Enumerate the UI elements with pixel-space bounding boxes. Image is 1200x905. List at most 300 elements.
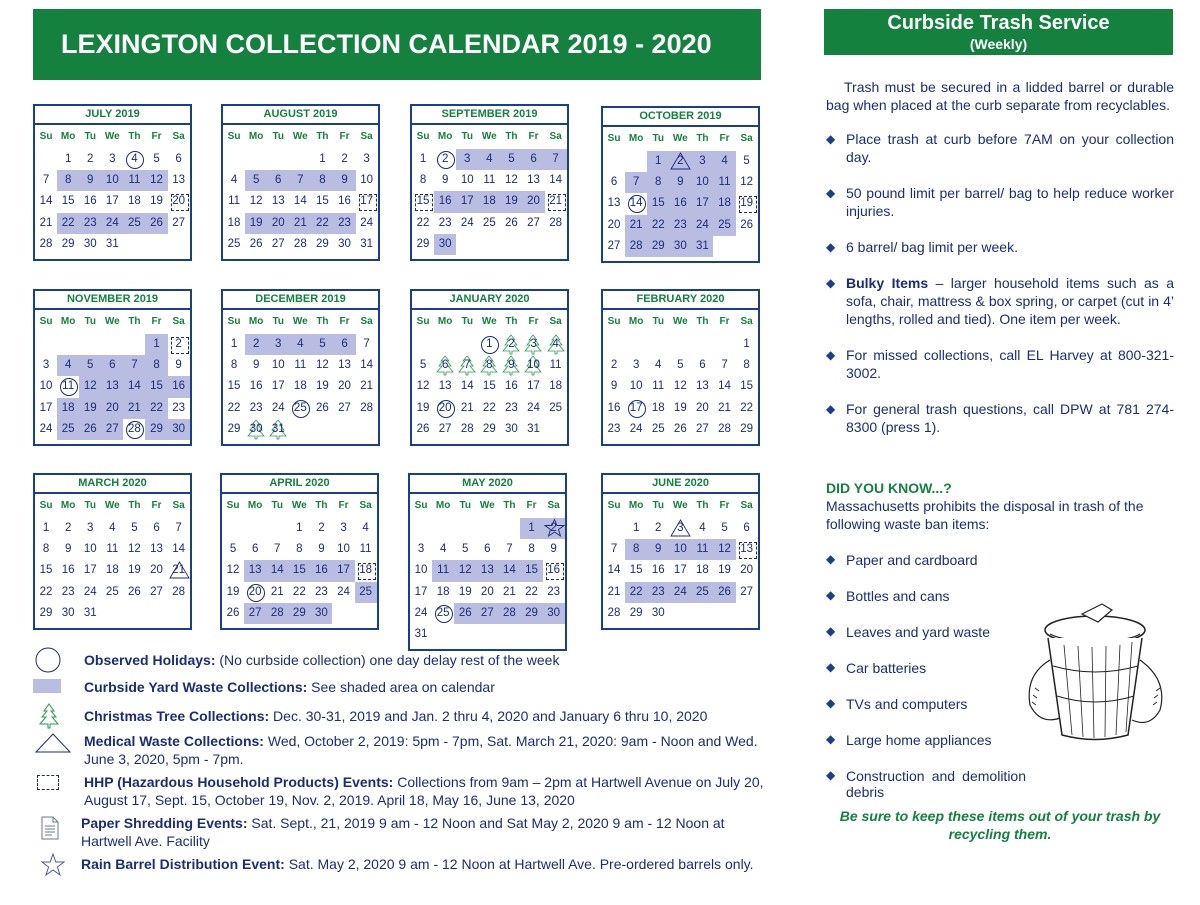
calendar-day: 28 [718, 422, 731, 435]
calendar-day: 17 [356, 191, 378, 212]
calendar-day: 20 [267, 213, 289, 234]
calendar-day: 28 [172, 585, 185, 598]
calendar-day: 22 [647, 215, 669, 236]
calendar-day: 8 [647, 172, 669, 193]
weekday-label: We [104, 500, 120, 511]
calendar-day: 3 [42, 359, 50, 372]
calendar-day: 18 [227, 216, 241, 229]
calendar-day: 1 [743, 338, 750, 350]
calendar-day: 11 [713, 172, 735, 193]
weekday-label: Su [416, 316, 430, 327]
weekday-label: We [672, 316, 688, 327]
calendar-day: 30 [310, 603, 332, 624]
ban-item: ◆ Car batteries [826, 660, 1026, 678]
calendar-day: 30 [168, 419, 190, 440]
calendar-day: 7 [456, 355, 478, 376]
calendar-day: 22 [292, 585, 306, 598]
calendar-day: 7 [363, 338, 370, 350]
calendar-day: 28 [625, 236, 647, 257]
weekday-label: Su [39, 131, 53, 142]
calendar-day: 9 [79, 170, 101, 191]
calendar-day: 18 [105, 564, 119, 577]
weekday-label: Mo [60, 316, 76, 327]
calendar-day: 3 [669, 518, 691, 539]
calendar-day: 10 [271, 359, 285, 372]
calendar-day: 19 [500, 191, 522, 212]
day-grid [410, 494, 565, 645]
calendar-day: 20 [607, 218, 621, 231]
calendar-day: 29 [61, 237, 75, 250]
calendar-day: 15 [482, 380, 496, 393]
weekday-label: Mo [60, 131, 76, 142]
calendar-day: 18 [436, 585, 450, 598]
calendar-day: 21 [545, 191, 567, 212]
calendar-day: 14 [360, 359, 373, 372]
weekday-label: We [292, 131, 308, 142]
calendar-day: 5 [677, 359, 684, 372]
empty-day [432, 518, 454, 539]
calendar-day: 9 [669, 172, 691, 193]
month-title: APRIL 2020 [222, 475, 377, 494]
calendar-day: 10 [101, 170, 123, 191]
calendar-day: 8 [478, 355, 500, 376]
calendar-day: 15 [647, 193, 669, 214]
calendar-day: 23 [547, 585, 560, 598]
month-title: SEPTEMBER 2019 [412, 106, 567, 125]
calendar-day: 2 [655, 522, 662, 534]
weekday-label: Fr [528, 316, 539, 327]
calendar-day: 27 [338, 401, 351, 414]
calendar-day: 10 [522, 355, 544, 376]
month-title: MARCH 2020 [35, 475, 190, 494]
calendar-day: 16 [310, 560, 332, 581]
calendar-day: 11 [652, 380, 665, 393]
empty-day [603, 334, 625, 355]
empty-day [410, 518, 432, 539]
calendar-day: 4 [655, 359, 662, 372]
month-calendar [33, 104, 192, 261]
calendar-day: 19 [226, 585, 240, 598]
ban-item: ◆ Construction and demolition debris [826, 768, 1026, 786]
calendar-day: 24 [414, 606, 428, 619]
calendar-day: 6 [484, 543, 491, 556]
month-title: NOVEMBER 2019 [35, 291, 190, 310]
weekday-label: Sa [549, 131, 562, 142]
rule-bulky-items: ◆ Bulky Items – larger household items such as a sofa, chair, mattress & box spring, or carpet (cut in 4’ lengths, rolled and tied). One item per week. [826, 274, 1174, 328]
weekday-label: Su [607, 133, 621, 144]
calendar-day: 26 [416, 422, 430, 435]
calendar-day: 20 [338, 380, 351, 393]
weekday-label: Fr [719, 133, 730, 144]
calendar-day: 25 [691, 582, 713, 603]
calendar-day: 27 [438, 422, 452, 435]
calendar-day: 5 [79, 355, 101, 376]
calendar-day: 14 [718, 380, 731, 393]
trash-rules [826, 78, 1174, 454]
weekday-label: Su [607, 316, 621, 327]
calendar-day: 3 [691, 151, 713, 172]
calendar-day: 7 [610, 543, 618, 556]
calendar-day: 8 [145, 355, 167, 376]
calendar-day: 7 [506, 543, 513, 556]
calendar-day: 26 [145, 213, 167, 234]
weekday-label: Th [316, 131, 329, 142]
calendar-day: 14 [123, 376, 145, 397]
calendar-day: 28 [266, 603, 288, 624]
calendar-day: 23 [333, 213, 355, 234]
calendar-day: 7 [274, 543, 281, 556]
empty-day [123, 334, 145, 355]
calendar-day: 17 [456, 191, 478, 212]
calendar-day: 16 [249, 380, 263, 393]
calendar-day: 15 [61, 195, 75, 208]
day-grid [603, 310, 758, 440]
weekday-label: We [104, 316, 120, 327]
empty-day [412, 334, 434, 355]
calendar-day: 3 [417, 543, 425, 556]
weekday-label: Tu [459, 500, 471, 511]
weekday-label: Fr [339, 316, 350, 327]
calendar-day: 23 [607, 422, 621, 435]
calendar-day: 14 [39, 195, 53, 208]
weekday-label: We [672, 500, 688, 511]
calendar-day: 3 [87, 522, 94, 534]
day-grid [603, 494, 758, 624]
weekday-label: Th [696, 500, 709, 511]
empty-day [79, 334, 101, 355]
ban-item: ◆ Leaves and yard waste [826, 624, 1026, 642]
calendar-day: 27 [150, 585, 163, 598]
calendar-day: 18 [713, 193, 735, 214]
weekday-label: We [481, 131, 497, 142]
calendar-day: 9 [647, 539, 669, 560]
empty-day [691, 334, 713, 355]
month-calendar [601, 289, 760, 446]
weekday-label: Tu [461, 131, 473, 142]
calendar-day: 5 [500, 149, 522, 170]
weekday-label: Sa [172, 500, 185, 511]
calendar-day: 26 [673, 422, 687, 435]
calendar-title: LEXINGTON COLLECTION CALENDAR 2019 - 2020 [33, 9, 761, 80]
calendar-day: 9 [252, 359, 260, 372]
calendar-day: 31 [267, 419, 289, 440]
calendar-day: 5 [311, 334, 333, 355]
calendar-day: 10 [460, 174, 474, 187]
weekday-label: Su [607, 500, 621, 511]
weekday-label: Sa [359, 500, 372, 511]
calendar-day: 20 [150, 564, 163, 577]
day-grid [412, 310, 567, 440]
calendar-day: 21 [718, 401, 731, 414]
day-grid [35, 125, 190, 255]
calendar-day: 6 [610, 176, 618, 189]
calendar-day: 15 [145, 376, 167, 397]
ban-item: ◆ Paper and cardboard [826, 552, 1026, 570]
weekday-label: Th [503, 500, 516, 511]
calendar-day: 10 [691, 172, 713, 193]
weekday-label: Su [226, 500, 240, 511]
calendar-day: 30 [83, 237, 97, 250]
empty-day [456, 334, 478, 355]
empty-day [498, 518, 520, 539]
calendar-day: 10 [360, 174, 373, 187]
empty-day [223, 149, 245, 170]
calendar-day: 25 [289, 398, 311, 419]
calendar-day: 4 [57, 355, 79, 376]
calendar-day: 1 [64, 153, 72, 165]
calendar-day: 28 [39, 237, 53, 250]
calendar-day: 30 [669, 236, 691, 257]
weekday-label: We [104, 131, 120, 142]
weekday-label: Sa [172, 316, 185, 327]
calendar-day: 12 [145, 170, 167, 191]
calendar-day: 23 [505, 401, 518, 414]
weekday-label: Th [128, 500, 141, 511]
calendar-day: 22 [625, 582, 647, 603]
month-calendar [220, 473, 379, 630]
calendar-day: 15 [412, 191, 434, 212]
calendar-day: 29 [145, 419, 167, 440]
calendar-day: 4 [545, 334, 567, 355]
month-calendar [408, 473, 567, 651]
calendar-day: 2 [341, 153, 348, 165]
calendar-day: 5 [721, 522, 728, 534]
calendar-day: 27 [476, 603, 498, 624]
calendar-day: 30 [434, 234, 456, 255]
calendar-day: 14 [460, 380, 474, 393]
document-icon [41, 816, 59, 840]
calendar-day: 22 [311, 213, 333, 234]
weekday-label: We [292, 316, 308, 327]
calendar-day: 17 [527, 380, 540, 393]
calendar-day: 24 [691, 215, 713, 236]
calendar-day: 23 [438, 216, 452, 229]
calendar-day: 22 [39, 585, 53, 598]
dashed-box-icon [37, 775, 59, 790]
calendar-day: 16 [607, 401, 621, 414]
calendar-day: 26 [128, 585, 141, 598]
calendar-day: 26 [316, 401, 329, 414]
weekday-label: Mo [628, 133, 644, 144]
calendar-day: 16 [61, 564, 75, 577]
trash-service-subtitle: (Weekly) [969, 36, 1028, 52]
empty-day [647, 334, 669, 355]
weekday-label: Tu [652, 133, 664, 144]
circle-icon [33, 645, 63, 675]
calendar-day: 24 [83, 585, 97, 598]
weekday-label: Tu [84, 131, 96, 142]
weekday-label: Sa [360, 131, 373, 142]
triangle-icon [35, 732, 71, 754]
weekday-label: Tu [272, 316, 284, 327]
calendar-day: 16 [434, 191, 456, 212]
calendar-day: 12 [226, 564, 240, 577]
calendar-day: 28 [607, 606, 621, 619]
calendar-day: 18 [696, 564, 709, 577]
empty-day [603, 518, 625, 539]
calendar-day: 25 [227, 237, 241, 250]
calendar-day: 1 [319, 153, 326, 165]
weekday-label: Fr [719, 500, 730, 511]
calendar-day: 7 [175, 522, 182, 534]
calendar-day: 14 [266, 560, 288, 581]
calendar-day: 11 [359, 543, 372, 556]
calendar-day: 24 [101, 213, 123, 234]
calendar-day: 6 [743, 522, 750, 534]
calendar-day: 12 [505, 174, 518, 187]
calendar-day: 30 [245, 419, 267, 440]
calendar-day: 17 [271, 380, 285, 393]
calendar-day: 30 [505, 422, 518, 435]
calendar-day: 6 [101, 355, 123, 376]
calendar-day: 1 [42, 522, 50, 534]
calendar-day: 14 [293, 195, 307, 208]
calendar-day: 18 [293, 380, 307, 393]
calendar-day: 19 [718, 564, 731, 577]
weekday-label: We [291, 500, 307, 511]
calendar-day: 31 [360, 237, 373, 250]
empty-day [222, 518, 244, 539]
weekday-label: Th [128, 131, 141, 142]
weekday-label: Tu [271, 500, 283, 511]
calendar-day: 5 [153, 153, 160, 165]
calendar-day: 15 [227, 380, 241, 393]
weekday-label: We [481, 316, 497, 327]
empty-day [57, 334, 79, 355]
empty-day [669, 334, 691, 355]
calendar-day: 6 [153, 522, 160, 534]
calendar-day: 29 [416, 237, 430, 250]
calendar-day: 21 [607, 585, 621, 598]
calendar-day: 25 [482, 216, 496, 229]
calendar-day: 17 [83, 564, 97, 577]
calendar-day: 28 [549, 216, 562, 229]
calendar-day: 5 [245, 170, 267, 191]
calendar-day: 6 [251, 543, 259, 556]
calendar-day: 4 [699, 522, 706, 534]
calendar-day: 27 [172, 216, 185, 229]
calendar-day: 13 [244, 560, 266, 581]
calendar-day: 11 [483, 174, 496, 187]
weekday-label: Th [316, 316, 329, 327]
calendar-day: 17 [625, 398, 647, 419]
calendar-day: 11 [57, 376, 79, 397]
month-title: DECEMBER 2019 [223, 291, 378, 310]
calendar-day: 25 [432, 603, 454, 624]
rule-bag-limit: ◆ 6 barrel/ bag limit per week. [826, 238, 1174, 256]
calendar-day: 27 [527, 216, 540, 229]
calendar-day: 25 [549, 401, 562, 414]
calendar-day: 2 [500, 334, 522, 355]
trash-can-icon [1020, 600, 1170, 745]
weekday-label: Mo [437, 316, 453, 327]
trash-intro: Trash must be secured in a lidded barrel or durable bag when placed at the curb separate from recyclables. [826, 79, 1174, 113]
calendar-day: 7 [721, 359, 728, 372]
weekday-label: Mo [248, 131, 264, 142]
empty-day [289, 149, 311, 170]
calendar-day: 19 [245, 213, 267, 234]
calendar-day: 1 [145, 334, 167, 355]
month-calendar [601, 473, 760, 630]
calendar-day: 22 [227, 401, 241, 414]
calendar-day: 9 [64, 543, 72, 556]
calendar-day: 17 [673, 564, 687, 577]
calendar-day: 13 [172, 174, 185, 187]
calendar-day: 26 [713, 582, 735, 603]
calendar-day: 4 [289, 334, 311, 355]
month-title: FEBRUARY 2020 [603, 291, 758, 310]
calendar-day: 7 [123, 355, 145, 376]
empty-day [244, 518, 266, 539]
calendar-day: 24 [271, 401, 285, 414]
calendar-day: 13 [527, 174, 540, 187]
calendar-day: 15 [288, 560, 310, 581]
day-grid [603, 127, 758, 257]
calendar-day: 1 [419, 153, 427, 165]
weekday-label: Mo [60, 500, 76, 511]
calendar-day: 29 [316, 237, 329, 250]
calendar-day: 11 [549, 359, 562, 372]
calendar-day: 2 [245, 334, 267, 355]
day-grid [35, 494, 190, 624]
calendar-day: 6 [333, 334, 355, 355]
calendar-day: 5 [743, 155, 750, 167]
calendar-day: 24 [527, 401, 540, 414]
month-calendar [33, 289, 192, 446]
calendar-day: 10 [629, 380, 643, 393]
calendar-day: 12 [79, 376, 101, 397]
calendar-day: 20 [101, 398, 123, 419]
calendar-day: 1 [647, 151, 669, 172]
calendar-day: 1 [478, 334, 500, 355]
calendar-day: 21 [168, 560, 190, 581]
month-calendar [33, 473, 192, 630]
calendar-day: 22 [57, 213, 79, 234]
calendar-day: 30 [338, 237, 351, 250]
calendar-day: 13 [338, 359, 351, 372]
calendar-day: 30 [61, 606, 75, 619]
calendar-day: 26 [740, 218, 753, 231]
rule-curb-time: ◆ Place trash at curb before 7AM on your collection day. [826, 130, 1174, 166]
shaded-box-icon [33, 679, 61, 693]
calendar-day: 23 [669, 215, 691, 236]
calendar-day: 4 [713, 151, 735, 172]
month-title: AUGUST 2019 [223, 106, 378, 125]
calendar-day: 6 [522, 149, 544, 170]
month-title: MAY 2020 [410, 475, 565, 494]
weekday-label: Tu [461, 316, 473, 327]
calendar-day: 21 [39, 216, 53, 229]
calendar-day: 23 [61, 585, 75, 598]
calendar-day: 22 [740, 401, 753, 414]
weekday-label: Tu [84, 500, 96, 511]
calendar-day: 13 [736, 539, 758, 560]
empty-day [35, 149, 57, 170]
calendar-day: 31 [527, 422, 540, 435]
weekday-label: Sa [740, 133, 753, 144]
calendar-day: 28 [123, 419, 145, 440]
weekday-label: Tu [652, 316, 664, 327]
calendar-day: 27 [271, 237, 285, 250]
rule-missed-collections: ◆ For missed collections, call EL Harvey at 800-321-3002. [826, 346, 1174, 382]
calendar-day: 24 [669, 582, 691, 603]
calendar-day: 3 [340, 522, 347, 534]
calendar-day: 30 [543, 603, 565, 624]
calendar-day: 9 [550, 543, 557, 556]
calendar-day: 1 [296, 522, 303, 534]
calendar-day: 27 [696, 422, 709, 435]
calendar-day: 31 [105, 237, 119, 250]
